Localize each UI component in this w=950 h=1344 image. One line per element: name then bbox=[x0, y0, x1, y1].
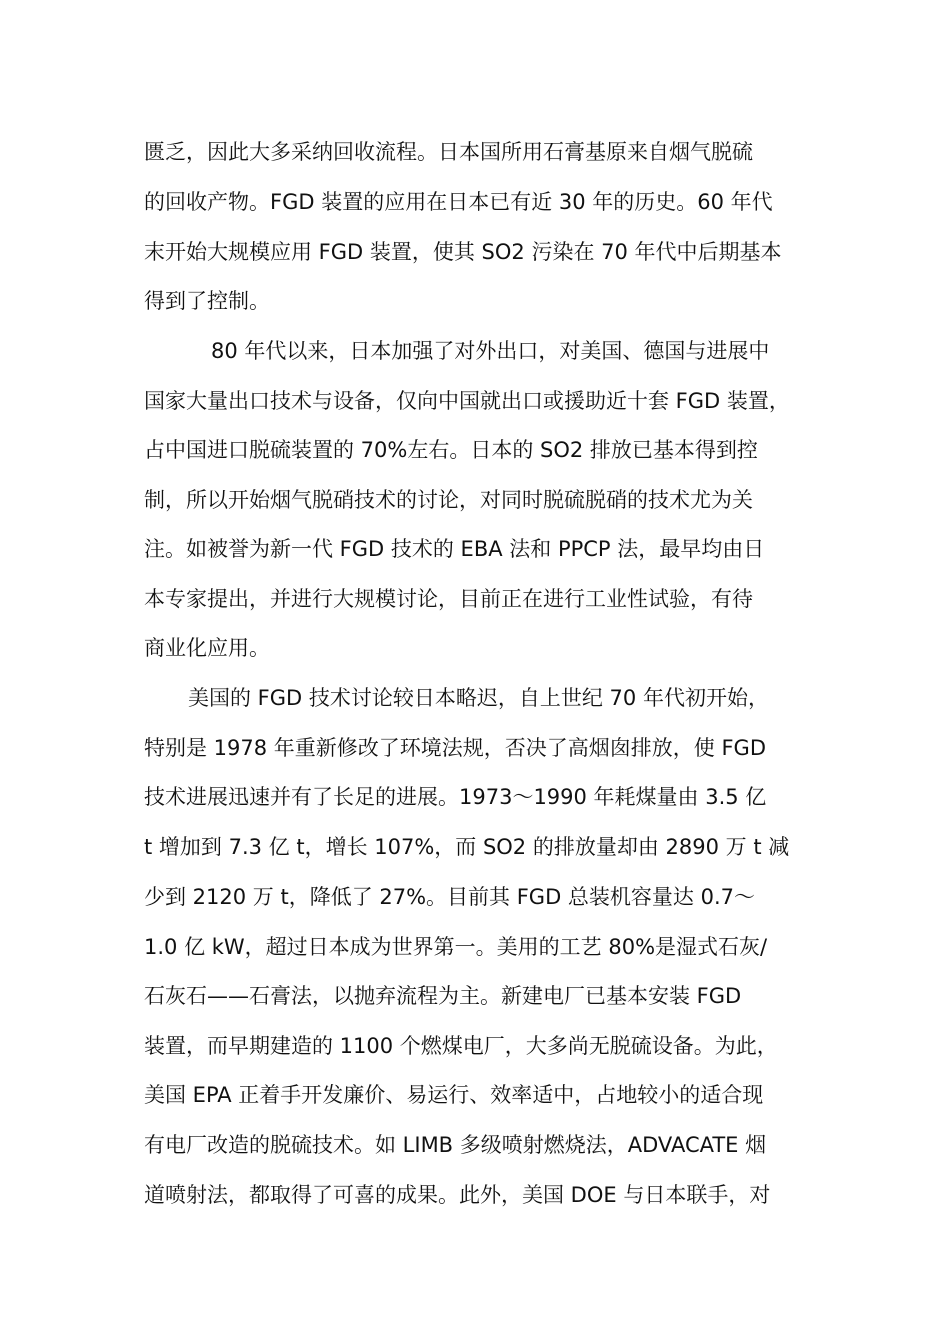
text-line: 少到 2120 万 t，降低了 27%。目前其 FGD 总装机容量达 0.7～ bbox=[144, 885, 755, 909]
text-line: 得到了控制。 bbox=[144, 289, 270, 313]
text-line: 美国 EPA 正着手开发廉价、易运行、效率适中，占地较小的适合现 bbox=[144, 1083, 764, 1107]
text-line: 注。如被誉为新一代 FGD 技术的 EBA 法和 PPCP 法，最早均由日 bbox=[144, 537, 765, 561]
text-line: 的回收产物。FGD 装置的应用在日本已有近 30 年的历史。60 年代 bbox=[144, 190, 773, 214]
text-line: 特别是 1978 年重新修改了环境法规，否决了高烟囱排放，使 FGD bbox=[144, 736, 766, 760]
text-line: 技术进展迅速并有了长足的进展。1973～1990 年耗煤量由 3.5 亿 bbox=[144, 785, 767, 809]
text-line: 匮乏，因此大多采纳回收流程。日本国所用石膏基原来自烟气脱硫 bbox=[144, 140, 753, 164]
text-line: 制，所以开始烟气脱硝技术的讨论，对同时脱硫脱硝的技术尤为关 bbox=[144, 488, 753, 512]
text-line: 末开始大规模应用 FGD 装置，使其 SO2 污染在 70 年代中后期基本 bbox=[144, 240, 782, 264]
text-line: 道喷射法，都取得了可喜的成果。此外，美国 DOE 与日本联手，对 bbox=[144, 1183, 771, 1207]
text-line: 占中国进口脱硫装置的 70%左右。日本的 SO2 排放已基本得到控 bbox=[144, 438, 758, 462]
text-line: t 增加到 7.3 亿 t，增长 107%，而 SO2 的排放量却由 2890 万 t 减 bbox=[144, 835, 790, 859]
text-line: 1.0 亿 kW，超过日本成为世界第一。美用的工艺 80%是湿式石灰/ bbox=[144, 935, 768, 959]
text-line: 装置，而早期建造的 1100 个燃煤电厂，大多尚无脱硫设备。为此， bbox=[144, 1034, 778, 1058]
text-line: 商业化应用。 bbox=[144, 636, 270, 660]
text-line: 石灰石——石膏法，以抛弃流程为主。新建电厂已基本安装 FGD bbox=[144, 984, 742, 1008]
text-line: 有电厂改造的脱硫技术。如 LIMB 多级喷射燃烧法，ADVACATE 烟 bbox=[144, 1133, 767, 1157]
text-line: 80 年代以来，日本加强了对外出口，对美国、德国与进展中 bbox=[211, 339, 770, 363]
text-line: 国家大量出口技术与设备，仅向中国就出口或援助近十套 FGD 装置， bbox=[144, 389, 790, 413]
text-line: 美国的 FGD 技术讨论较日本略迟，自上世纪 70 年代初开始， bbox=[188, 686, 769, 710]
text-line: 本专家提出，并进行大规模讨论，目前正在进行工业性试验，有待 bbox=[144, 587, 753, 611]
